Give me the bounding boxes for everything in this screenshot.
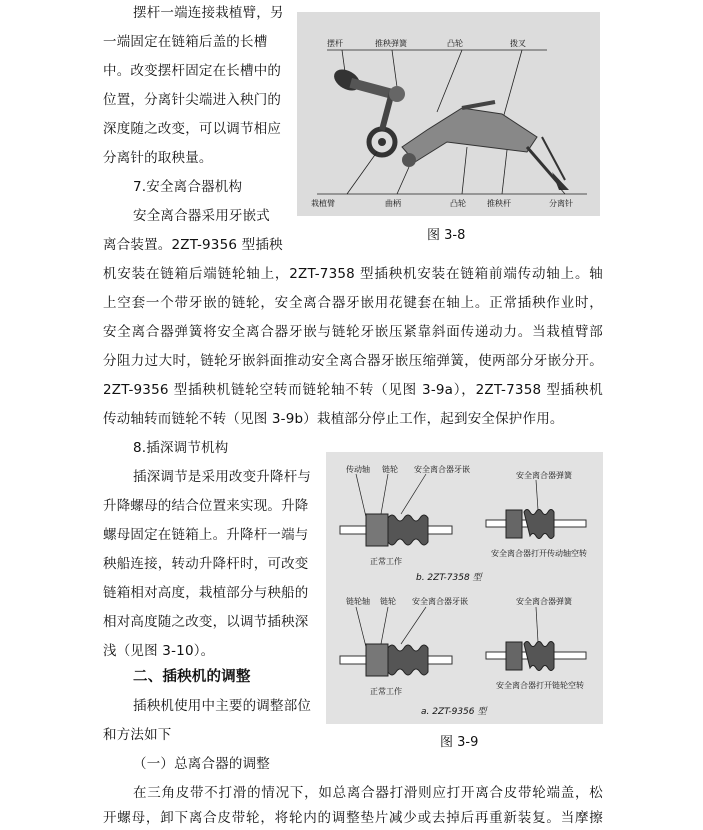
text-line: 插秧机使用中主要的调整部位 (133, 698, 312, 714)
fig39-label: b. 2ZT-7358 型 (416, 573, 482, 583)
fig39-label: 安全离合器弹簧 (516, 471, 572, 480)
text-line: 上空套一个带牙嵌的链轮，安全离合器牙嵌用花键套在轴上。正常插秧作业时， (103, 295, 603, 311)
fig39-label: 链轮轴 (346, 597, 370, 606)
fig38-label: 推秧弹簧 (375, 39, 407, 48)
text-line: 安全离合器采用牙嵌式 (133, 208, 270, 224)
subsection-heading: （一）总离合器的调整 (133, 756, 270, 772)
text-line: 螺母固定在链箱上。升降杆一端与 (103, 527, 309, 543)
figure-3-9-drawing (326, 452, 603, 724)
fig39-label: 安全离合器打开传动轴空转 (491, 549, 587, 558)
figure-3-8 (297, 12, 600, 216)
fig39-label: 链轮 (382, 465, 398, 474)
fig39-label: 安全离合器牙嵌 (414, 465, 470, 474)
text-line: 链箱相对高度，栽植部分与秧船的 (103, 585, 309, 601)
fig38-label: 凸轮 (450, 199, 466, 208)
figure-3-8-drawing (297, 12, 600, 216)
text-line: 安全离合器弹簧将安全离合器牙嵌与链轮牙嵌压紧靠斜面传递动力。当栽植臂部 (103, 324, 603, 340)
fig39-label: 正常工作 (370, 687, 402, 696)
section-heading: 8.插深调节机构 (133, 440, 229, 456)
text-line: 开螺母，卸下离合皮带轮，将轮内的调整垫片减少或去掉后再重新装复。当摩擦 (103, 810, 603, 826)
text-line: 离合装置。2ZT-9356 型插秧 (103, 237, 283, 253)
fig38-label: 分离针 (549, 199, 573, 208)
fig39-label: 安全离合器牙嵌 (412, 597, 468, 606)
text-line: 和方法如下 (103, 727, 172, 743)
figure-3-9-caption: 图 3-9 (440, 735, 479, 750)
fig39-label: a. 2ZT-9356 型 (421, 707, 487, 717)
text-line: 分离针的取秧量。 (103, 150, 213, 166)
fig39-label: 安全离合器弹簧 (516, 597, 572, 606)
fig39-label: 链轮 (380, 597, 396, 606)
section-heading: 7.安全离合器机构 (133, 179, 243, 195)
chapter-heading: 二、插秧机的调整 (133, 669, 251, 685)
fig38-label: 拨叉 (510, 39, 526, 48)
text-line: 秧船连接，转动升降杆时，可改变 (103, 556, 309, 572)
fig38-label: 曲柄 (385, 199, 401, 208)
text-line: 深度随之改变，可以调节相应 (103, 121, 282, 137)
fig38-label: 栽植臂 (311, 199, 335, 208)
fig39-label: 传动轴 (346, 465, 370, 474)
text-line: 机安装在链箱后端链轮轴上，2ZT-7358 型插秧机安装在链箱前端传动轴上。轴 (103, 266, 603, 282)
text-line: 传动轴转而链轮不转（见图 3-9b）栽植部分停止工作，起到安全保护作用。 (103, 411, 564, 427)
text-line: 相对高度随之改变，以调节插秧深 (103, 614, 309, 630)
text-line: 插深调节是采用改变升降杆与 (133, 469, 312, 485)
figure-3-9 (326, 452, 603, 724)
text-line: 位置，分离针尖端进入秧门的 (103, 92, 282, 108)
text-line: 分阻力过大时，链轮牙嵌斜面推动安全离合器牙嵌压缩弹簧，使两部分牙嵌分开。 (103, 353, 603, 369)
fig39-label: 安全离合器打开链轮空转 (496, 681, 584, 690)
text-line: 一端固定在链箱后盖的长槽 (103, 34, 268, 50)
fig39-label: 正常工作 (370, 557, 402, 566)
text-line: 在三角皮带不打滑的情况下，如总离合器打滑则应打开离合皮带轮端盖，松 (133, 785, 603, 801)
text-line: 浅（见图 3-10）。 (103, 643, 215, 659)
text-line: 升降螺母的结合位置来实现。升降 (103, 498, 309, 514)
fig38-label: 推秧杆 (487, 199, 511, 208)
text-line: 摆杆一端连接栽植臂，另 (133, 5, 284, 21)
fig38-label: 摆杆 (327, 39, 343, 48)
text-line: 2ZT-9356 型插秧机链轮空转而链轮轴不转（见图 3-9a），2ZT-7358 型插秧机 (103, 382, 603, 398)
text-line: 中。改变摆杆固定在长槽中的 (103, 63, 282, 79)
figure-3-8-caption: 图 3-8 (427, 228, 466, 243)
fig38-label: 凸轮 (447, 39, 463, 48)
